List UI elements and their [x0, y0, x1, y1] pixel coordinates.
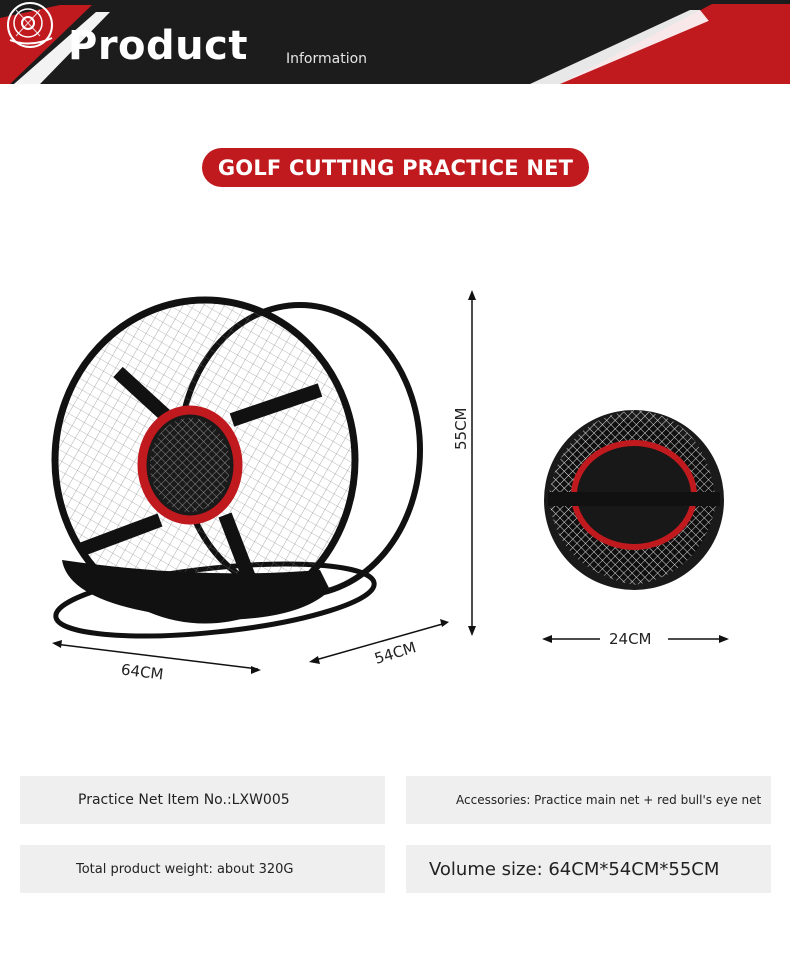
practice-net-image: [0, 280, 790, 700]
dimension-width-label: 64CM: [120, 660, 165, 684]
golf-net-logo-icon: [0, 0, 60, 50]
product-illustration: [0, 280, 790, 700]
weight-box: [20, 845, 385, 893]
page-title: Product: [68, 23, 248, 69]
weight-text: Total product weight: about 320G: [76, 861, 294, 877]
header-banner: [0, 0, 790, 88]
dimension-depth-label: 54CM: [372, 638, 419, 668]
item-number-text: Practice Net Item No.:LXW005: [78, 792, 290, 808]
product-title-badge: GOLF CUTTING PRACTICE NET: [202, 148, 589, 187]
accessories-text: Accessories: Practice main net + red bull's eye net: [456, 793, 762, 807]
volume-box: [406, 845, 771, 893]
volume-text: Volume size: 64CM*54CM*55CM: [429, 858, 720, 880]
page-subtitle: Information: [286, 51, 368, 67]
item-number-box: [20, 776, 385, 824]
dimension-height-label: 55CM: [452, 407, 470, 450]
dimension-folded-label: 24CM: [609, 630, 652, 648]
accessories-box: [406, 776, 771, 824]
